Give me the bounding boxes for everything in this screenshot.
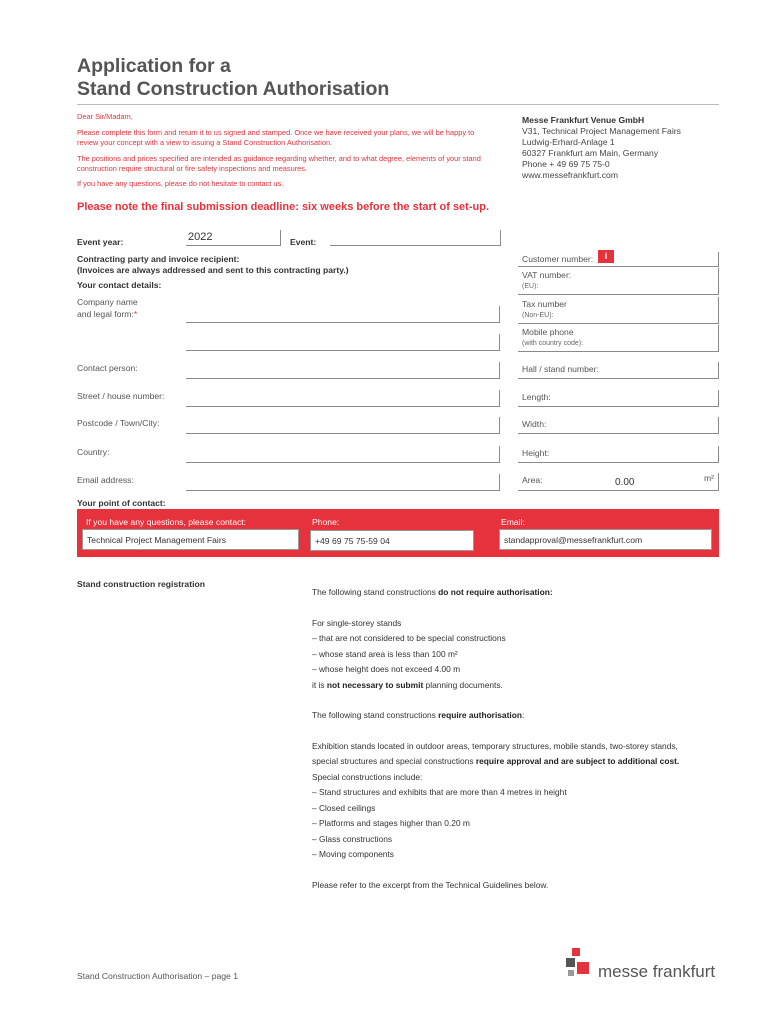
title-line-1: Application for a [77,55,231,77]
footer-page-label: Stand Construction Authorisation – page 1 [77,971,239,981]
event-year-label: Event year: [77,237,124,247]
event-year-input[interactable]: 2022 [186,230,281,246]
poc-phone-value: +49 69 75 75-59 04 [310,530,474,551]
customer-number-label: Customer number: [522,254,594,264]
required-star: * [133,309,138,319]
hall-stand-field[interactable] [518,362,719,379]
info-icon[interactable]: i [598,250,614,263]
tax-number-label: Tax number [522,299,567,309]
no-auth-pre: The following stand constructions [312,587,439,597]
mobile-phone-label: Mobile phone [522,327,574,337]
exh-line2-pre: special structures and special constructions [312,756,476,766]
width-label: Width: [522,419,547,429]
email-label: Email address: [77,475,134,485]
country-input[interactable] [186,446,500,463]
contracting-line-1: Contracting party and invoice recipient: [77,254,240,264]
single-storey-item: – that are not considered to be special constructions [312,633,506,643]
customer-number-field[interactable] [518,252,719,267]
req-bold: require authorisation [438,710,522,720]
contact-person-input[interactable] [186,362,500,379]
special-item: – Glass constructions [312,833,393,844]
exh-line2-bold: require approval and are subject to additional cost. [475,756,680,766]
poc-question-label: If you have any questions, please contact: [86,517,247,527]
special-constructions-heading: Special constructions include: [312,771,423,782]
height-field[interactable] [518,446,719,463]
address-line: Ludwig-Erhard-Anlage 1 [522,137,615,147]
intro-para-3: If you have any questions, please do not hesitate to contact us. [77,179,284,188]
refer-line: Please refer to the excerpt from the Technical Guidelines below. [312,879,549,890]
deadline-notice: Please note the final submission deadline: six weeks before the start of set-up. [77,201,489,213]
tax-sub-label: (Non-EU): [522,312,554,319]
special-item: – Closed ceilings [312,802,376,813]
length-label: Length: [522,392,551,402]
area-value: 0.00 [615,477,635,488]
company-name-text: Company name [77,297,138,307]
area-unit: m² [704,473,715,483]
single-storey-line: For single-storey stands [312,617,402,628]
height-label: Height: [522,448,550,458]
legal-form-text: and legal form: [77,309,134,319]
company-name-input[interactable] [186,306,500,323]
width-field[interactable] [518,417,719,434]
intro-para-1: Please complete this form and return it to us signed and stamped. Once we have received your plans, we will be happy to review your concept with a view to issuing a Stand Construction Authorisation. [77,128,475,147]
require-auth-line [312,708,722,724]
event-label: Event: [290,237,317,247]
vat-number-label: VAT number: [522,270,572,280]
address-company: Messe Frankfurt Venue GmbH [522,115,645,125]
exhibition-line-2 [312,754,722,770]
registration-body [312,585,722,893]
address-phone: Phone + 49 69 75 75-0 [522,159,610,169]
title-line-2: Stand Construction Authorisation [77,78,390,100]
tax-number-field[interactable] [518,297,719,324]
poc-email-value[interactable]: standapproval@messefrankfurt.com [499,529,712,550]
poc-department: Technical Project Management Fairs [82,529,299,550]
page-title [77,55,389,101]
vat-number-field[interactable] [518,268,719,295]
street-label: Street / house number: [77,391,165,401]
not-nec-post: planning documents. [423,679,503,690]
no-auth-line [312,585,722,601]
mobile-phone-field[interactable] [518,325,719,352]
country-label: Country: [77,447,110,457]
postcode-label: Postcode / Town/City: [77,418,160,428]
mobile-sub-label: (with country code): [522,340,584,347]
special-item: – Platforms and stages higher than 0.20 m [312,818,470,828]
street-input[interactable] [186,390,500,407]
area-field [518,473,719,491]
postcode-input[interactable] [186,417,500,434]
company-name-input-line-2[interactable] [186,334,500,351]
registration-heading: Stand construction registration [77,579,205,589]
address-line: V31, Technical Project Management Fairs [522,126,681,136]
exhibition-line-1: Exhibition stands located in outdoor areas, temporary structures, mobile stands, two-storey stands, [312,740,678,751]
not-nec-bold: not necessary to submit [326,679,424,690]
req-post: : [521,710,525,720]
contracting-party-heading [77,254,349,276]
not-necessary-line [312,678,722,694]
contact-details-heading: Your contact details: [77,280,162,290]
special-item: – Moving components [312,849,394,859]
intro-para-2: The positions and prices specified are intended as guidance regarding whether, and to what degree, elements of your stand construction require structural or fire safety inspections and measures. [77,154,481,173]
greeting: Dear Sir/Madam, [77,112,133,121]
length-field[interactable] [518,390,719,407]
hall-stand-label: Hall / stand number: [522,364,599,374]
address-line: 60327 Frankfurt am Main, Germany [522,148,659,158]
poc-phone-label: Phone: [312,517,340,527]
messe-frankfurt-logo-text: messe frankfurt [598,962,716,981]
vat-sub-label: (EU): [522,283,539,290]
event-input[interactable] [330,230,501,246]
messe-frankfurt-logo-icon [564,948,594,980]
special-item: – Stand structures and exhibits that are more than 4 metres in height [312,787,567,797]
email-input[interactable] [186,474,500,491]
contact-person-label: Contact person: [77,363,138,373]
no-auth-bold: do not require authorisation: [438,587,553,597]
not-nec-pre: it is [312,679,327,690]
address-website: www.messefrankfurt.com [522,170,618,180]
contracting-line-2: (Invoices are always addressed and sent to this contracting party.) [77,265,349,275]
single-storey-item: – whose height does not exceed 4.00 m [312,664,461,674]
address-block [522,115,681,181]
single-storey-item: – whose stand area is less than 100 m² [312,648,458,659]
area-label: Area: [522,475,543,485]
poc-heading: Your point of contact: [77,498,166,508]
title-divider [77,104,719,105]
company-name-label [77,296,138,320]
req-pre: The following stand constructions [312,710,439,720]
poc-email-label: Email: [501,517,525,527]
